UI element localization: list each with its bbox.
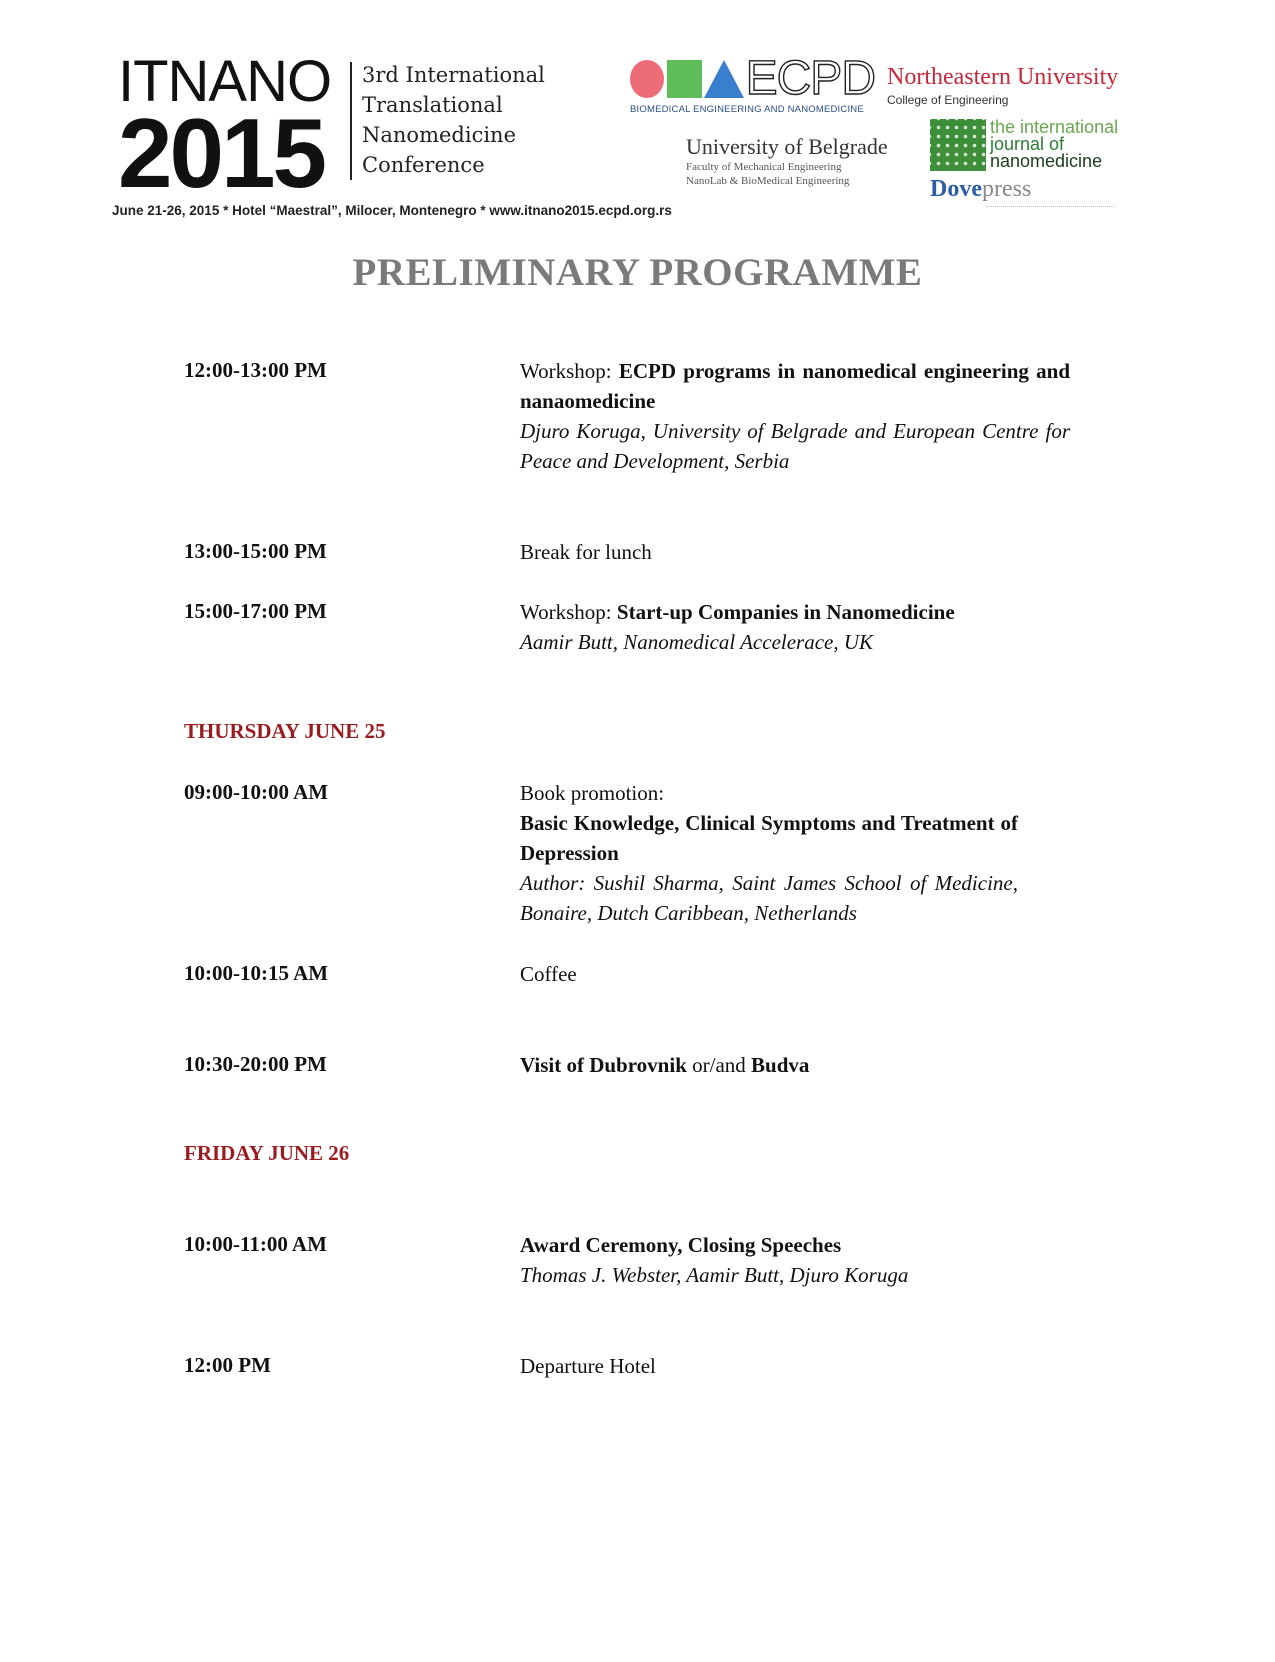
session-prefix: Workshop: — [520, 359, 619, 383]
session-details — [520, 778, 1018, 928]
session-text: Break for lunch — [520, 540, 652, 564]
session-connector: or/and — [686, 1053, 752, 1077]
session-details — [520, 1230, 1070, 1290]
belgrade-faculty: Faculty of Mechanical Engineering — [686, 161, 842, 173]
session-speaker: Author: Sushil Sharma, Saint James School of Medicine, Bonaire, Dutch Caribbean, Netherlands — [520, 871, 1018, 925]
ecpd-logo — [630, 52, 875, 115]
session-time: 10:30-20:00 PM — [184, 1052, 327, 1076]
dove-light: press — [981, 176, 1032, 202]
session-details — [520, 356, 1070, 476]
session-prefix: Workshop: — [520, 600, 617, 624]
ecpd-subtitle: BIOMEDICAL ENGINEERING AND NANOMEDICINE — [630, 104, 864, 115]
logo-year: 2015 — [118, 98, 325, 208]
journal-line: the international — [990, 117, 1119, 137]
square-icon — [667, 60, 701, 98]
logo-divider — [350, 62, 352, 180]
ecpd-letters: ECPD — [745, 52, 875, 105]
northeastern-logo — [887, 64, 1118, 107]
dove-bold: Dove — [930, 176, 982, 202]
session-speaker: Djuro Koruga, University of Belgrade and European Centre for Peace and Development, Serbia — [520, 419, 1070, 473]
session-time: 10:00-10:15 AM — [184, 961, 329, 985]
session-details — [520, 597, 1070, 657]
dotted-square-icon — [930, 119, 986, 171]
belgrade-name: University of Belgrade — [686, 134, 888, 159]
session-speaker: Aamir Butt, Nanomedical Accelerace, UK — [520, 630, 874, 654]
session-title: Budva — [751, 1053, 810, 1077]
dovepress-tagline — [986, 202, 1114, 207]
northeastern-sub: College of Engineering — [887, 93, 1009, 107]
session-time: 15:00-17:00 PM — [184, 599, 327, 623]
conference-line: Conference — [362, 153, 485, 177]
conference-line: 3rd International — [362, 63, 545, 87]
session-time: 10:00-11:00 AM — [184, 1232, 327, 1256]
session-time: 13:00-15:00 PM — [184, 539, 327, 563]
session-text: Departure Hotel — [520, 1354, 656, 1378]
session-prefix: Book promotion: — [520, 781, 665, 805]
belgrade-lab: NanoLab & BioMedical Engineering — [686, 175, 850, 187]
session-title: Start-up Companies in Nanomedicine — [616, 600, 955, 624]
session-speaker: Thomas J. Webster, Aamir Butt, Djuro Koruga — [520, 1263, 909, 1287]
dovepress-logo — [930, 176, 1031, 203]
session-title: Visit of Dubrovnik — [520, 1053, 687, 1077]
day-heading: FRIDAY JUNE 26 — [184, 1141, 350, 1165]
journal-line: journal of — [990, 134, 1065, 154]
northeastern-name: Northeastern University — [887, 64, 1119, 90]
session-time: 09:00-10:00 AM — [184, 780, 329, 804]
page-title: PRELIMINARY PROGRAMME — [352, 251, 923, 294]
event-details: June 21-26, 2015 * Hotel “Maestral”, Milocer, Montenegro * www.itnano2015.ecpd.org.rs — [112, 203, 672, 218]
session-title: Basic Knowledge, Clinical Symptoms and Treatment of Depression — [520, 811, 1018, 865]
conference-name — [362, 60, 545, 180]
session-time: 12:00-13:00 PM — [184, 358, 327, 382]
journal-line: nanomedicine — [990, 151, 1103, 171]
triangle-icon — [704, 60, 744, 98]
session-text: Coffee — [520, 962, 577, 986]
session-time: 12:00 PM — [184, 1353, 271, 1377]
itnano-logo — [118, 49, 332, 208]
circle-icon — [630, 60, 664, 98]
session-details — [520, 1050, 809, 1080]
conference-line: Translational — [362, 93, 503, 117]
day-heading: THURSDAY JUNE 25 — [184, 719, 386, 743]
conference-line: Nanomedicine — [362, 123, 516, 147]
logo-word: ITNANO — [118, 49, 332, 114]
session-title: Award Ceremony, Closing Speeches — [520, 1233, 842, 1257]
belgrade-logo — [686, 134, 888, 188]
session-title: ECPD programs in nanomedical engineering and nanaomedicine — [520, 359, 1070, 413]
